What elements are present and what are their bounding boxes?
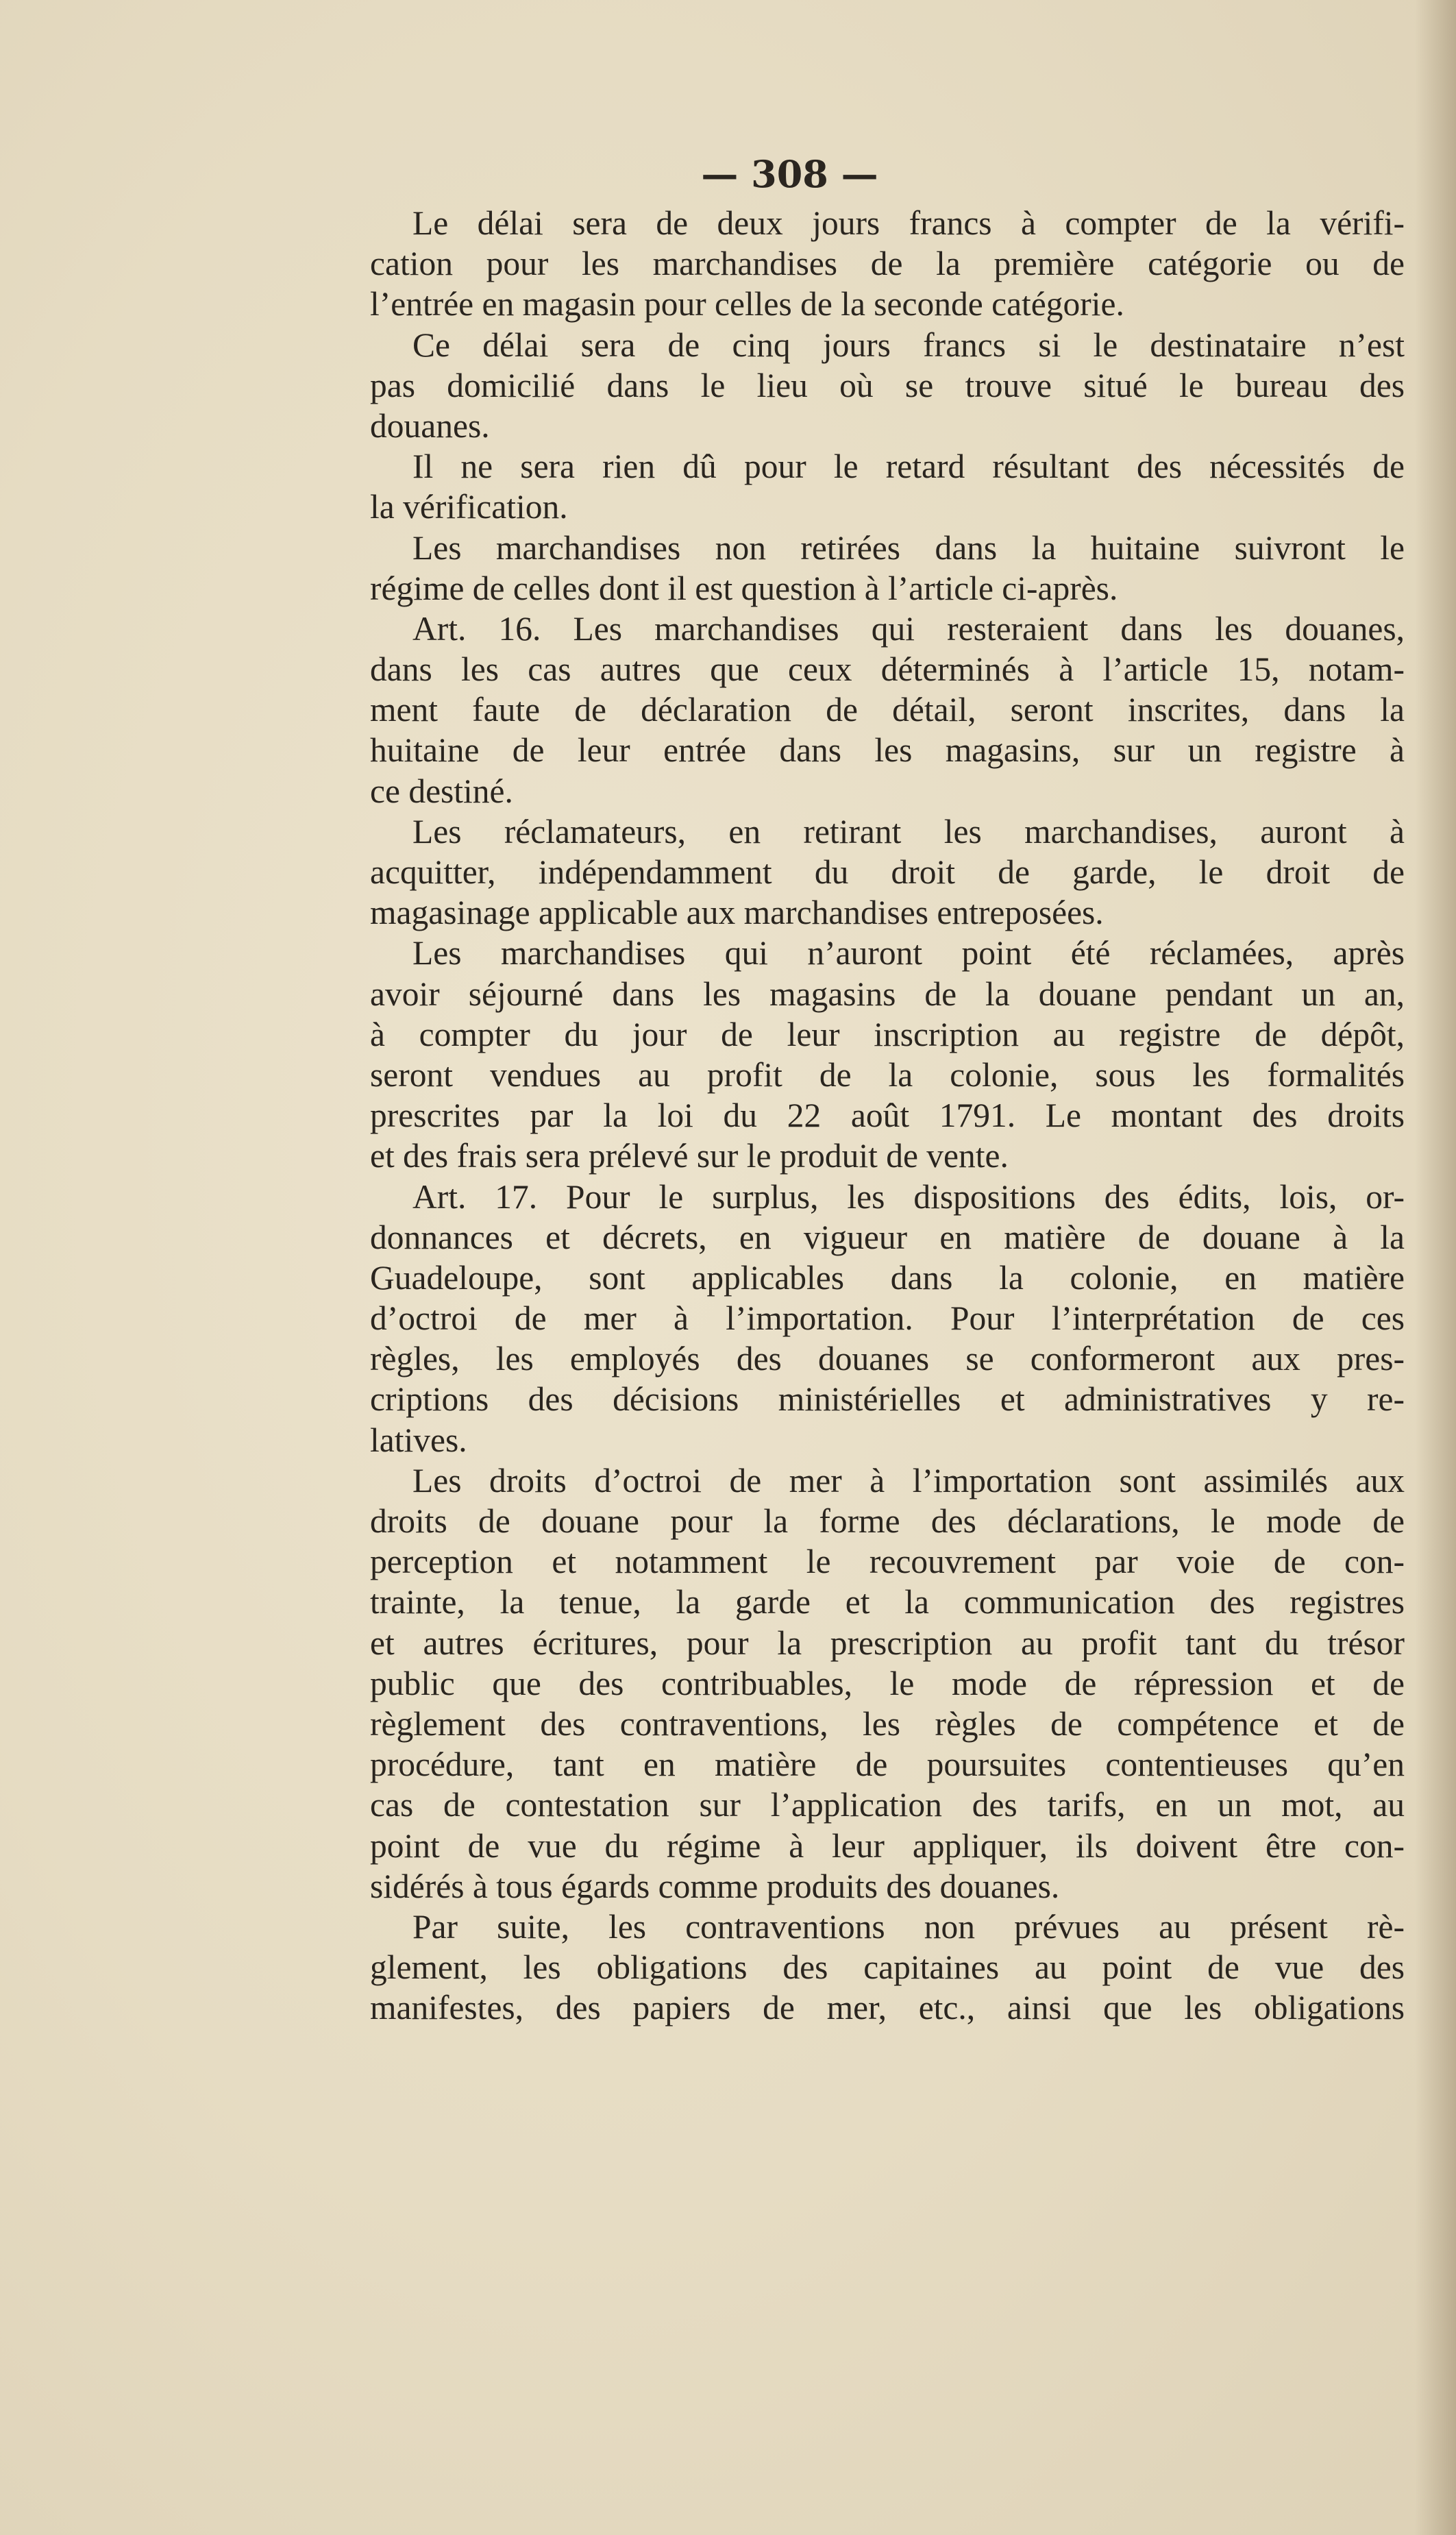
text-line: pas domicilié dans le lieu où se trouve situé le bureau des <box>370 366 1405 404</box>
text-line: cation pour les marchandises de la première catégorie ou de <box>370 245 1405 283</box>
text-line: sidérés à tous égards comme produits des douanes. <box>370 1867 1060 1905</box>
text-line: l’entrée en magasin pour celles de la seconde catégorie. <box>370 285 1124 323</box>
text-line: perception et notamment le recouvrement par voie de con- <box>370 1543 1405 1581</box>
text-line: ment faute de déclaration de détail, seront inscrites, dans la <box>370 691 1405 729</box>
text-line: règles, les employés des douanes se conformeront aux pres- <box>370 1340 1405 1378</box>
text-line: ce destiné. <box>370 772 513 810</box>
text-line: donnances et décrets, en vigueur en matière de douane à la <box>370 1218 1405 1256</box>
text-line: prescrites par la loi du 22 août 1791. Le montant des droits <box>370 1097 1405 1135</box>
text-line: douanes. <box>370 406 490 445</box>
text-line: criptions des décisions ministérielles et administratives y re- <box>370 1380 1405 1419</box>
text-line: et des frais sera prélevé sur le produit de vente. <box>370 1137 1009 1175</box>
text-line: d’octroi de mer à l’importation. Pour l’interprétation de ces <box>370 1299 1405 1338</box>
text-line: latives. <box>370 1421 467 1459</box>
text-line: point de vue du régime à leur appliquer, ils doivent être con- <box>370 1826 1405 1865</box>
text-line: la vérification. <box>370 488 568 526</box>
text-line: Il ne sera rien dû pour le retard résultant des nécessités de <box>412 448 1405 486</box>
text-line: régime de celles dont il est question à l’article ci-après. <box>370 569 1118 607</box>
text-line: dans les cas autres que ceux déterminés à l’article 15, notam- <box>370 650 1405 689</box>
text-line: seront vendues au profit de la colonie, sous les formalités <box>370 1055 1405 1094</box>
page-edge-shadow <box>1415 0 1456 2535</box>
text-line: Les marchandises non retirées dans la huitaine suivront le <box>412 528 1405 567</box>
text-line: Par suite, les contraventions non prévues au présent rè- <box>412 1907 1405 1946</box>
text-line: trainte, la tenue, la garde et la communication des registres <box>370 1583 1405 1621</box>
text-line: Art. 16. Les marchandises qui resteraient dans les douanes, <box>412 609 1405 648</box>
text-line: avoir séjourné dans les magasins de la douane pendant un an, <box>370 975 1405 1013</box>
text-line: Les marchandises qui n’auront point été réclamées, après <box>412 934 1405 972</box>
text-line: et autres écritures, pour la prescription au profit tant du trésor <box>370 1624 1405 1662</box>
text-line: huitaine de leur entrée dans les magasins, sur un registre à <box>370 731 1405 770</box>
text-line: règlement des contraventions, les règles de compétence et de <box>370 1704 1405 1743</box>
body-text <box>370 203 1405 2028</box>
text-line: acquitter, indépendamment du droit de garde, le droit de <box>370 853 1405 891</box>
page-number: — 308 — <box>701 152 878 196</box>
text-line: public que des contribuables, le mode de répression et de <box>370 1664 1405 1702</box>
text-line: Art. 17. Pour le surplus, les dispositions des édits, lois, or- <box>412 1177 1405 1216</box>
text-line: glement, les obligations des capitaines au point de vue des <box>370 1948 1405 1987</box>
text-line: Guadeloupe, sont applicables dans la colonie, en matière <box>370 1258 1405 1297</box>
text-line: magasinage applicable aux marchandises entreposées. <box>370 894 1104 932</box>
text-line: procédure, tant en matière de poursuites contentieuses qu’en <box>370 1746 1405 1784</box>
text-line: Les réclamateurs, en retirant les marchandises, auront à <box>412 812 1405 850</box>
text-line: droits de douane pour la forme des déclarations, le mode de <box>370 1502 1405 1540</box>
text-line: Les droits d’octroi de mer à l’importation sont assimilés aux <box>412 1461 1405 1499</box>
text-line: Le délai sera de deux jours francs à compter de la vérifi- <box>412 204 1405 242</box>
text-line: à compter du jour de leur inscription au registre de dépôt, <box>370 1015 1405 1053</box>
text-line: cas de contestation sur l’application des tarifs, en un mot, au <box>370 1786 1405 1824</box>
text-line: manifestes, des papiers de mer, etc., ainsi que les obligations <box>370 1989 1405 2027</box>
text-line: Ce délai sera de cinq jours francs si le destinataire n’est <box>412 326 1405 364</box>
